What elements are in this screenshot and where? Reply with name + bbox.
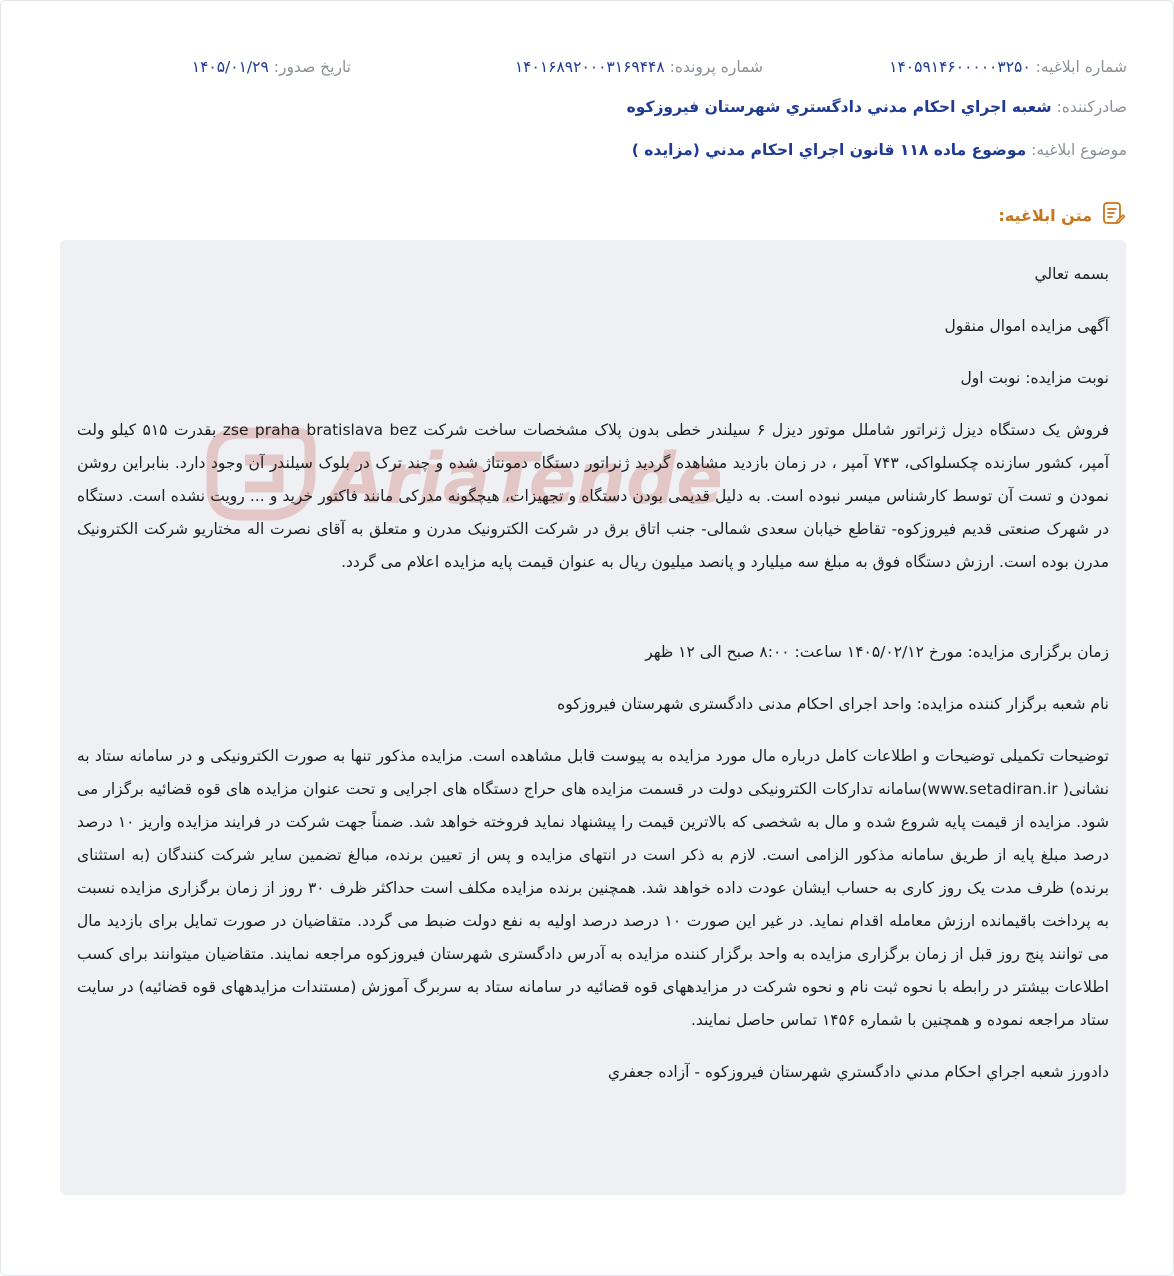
subject-row [632,141,1127,159]
body-paragraph-3: نوبت مزایده: نوبت اول [960,369,1109,387]
issuer-value: شعبه اجراي احكام مدني دادگستري شهرستان فيروزكوه [626,98,1052,116]
notice-number-value: ۱۴۰۵۹۱۴۶۰۰۰۰۰۳۲۵۰ [889,58,1031,76]
body-paragraph-4: فروش یک دستگاه دیزل ژنراتور شاملل موتور دیزل ۶ سیلندر خطی بدون پلاک مشخصات ساخت شرکت zse praha bratislava bez بقدرت ۵۱۵ کیلو ولت آمپر، کشور سازنده چکسلواکی، ۷۴۳ آمپر ، در زمان بازدید مشاهده گردید ژنراتور دستگاه دمونتاژ شده و چند ترک در بلوک سیلندر آن وجود دارد. بنابراین روشن نمودن و تست آن توسط کارشناس میسر نبوده است. به دلیل قدیمی بودن دستگاه و تجهیزات، هیچگونه مدرکی مانند فاکتور خرید و ... رویت نشده است. دستگاه در شهرک صنعتی قدیم فیروزکوه- تقاطع خیابان سعدی شمالی- جنب اتاق برق در شرکت الکترونیک مدرن و متعلق به آقای نصرت اله مختاریو شرکت الکترونیک مدرن بوده است. ارزش دستگاه فوق به مبلغ سه میلیارد و پانصد میلیون ریال به عنوان قیمت پایه مزایده اعلام می گردد. [77,421,1109,571]
section-title: متن ابلاغیه: [998,205,1092,225]
body-paragraph-1: بسمه تعالي [1034,265,1109,283]
body-paragraph-8: دادورز شعبه اجراي احكام مدني دادگستري شهرستان فيروزكوه - آزاده جعفري [607,1063,1109,1081]
notice-number [889,58,1127,76]
notice-content [77,258,1109,1108]
case-number-value: ۱۴۰۱۶۸۹۲۰۰۰۳۱۶۹۴۴۸ [514,58,665,76]
issue-date-label: تاریخ صدور: [273,58,351,76]
issue-date-value: ۱۴۰۵/۰۱/۲۹ [191,58,269,76]
body-paragraph-2: آگهی مزایده اموال منقول [944,317,1109,335]
issuer-label: صادرکننده: [1056,98,1127,116]
watermark-text: AriaTende [330,438,720,520]
issue-date [192,58,351,76]
subject-value: موضوع ماده ۱۱۸ قانون اجراي احكام مدني (مزايده ) [631,141,1027,159]
issuer-row [627,98,1127,116]
notice-body [60,240,1126,1195]
meta-row-numbers [60,58,1127,82]
notice-text-heading [998,200,1126,230]
body-paragraph-6: نام شعبه برگزار کننده مزایده: واحد اجرای احکام مدنی دادگستری شهرستان فیروزکوه [557,695,1109,713]
subject-label: موضوع ابلاغیه: [1031,141,1127,159]
body-paragraph-7: توضیحات تکمیلی توضیحات و اطلاعات کامل درباره مال مورد مزایده به پیوست قابل مشاهده است. مزایده مذکور تنها به صورت الکترونیکی و در سامانه ستاد به نشانی( www.setadiran.ir)سامانه تدارکات الکترونیکی دولت در قسمت مزایده های حراج دستگاه های اجرایی و تحت عنوان مزایده های قوه قضائیه برگزار می شود. مزایده از قیمت پایه شروع شده و مال به شخصی که بالاترین قیمت را پیشنهاد نماید فروخته خواهد شد. ضمناً جهت شرکت در فرایند مزایده واریز ۱۰ درصد درصد مبلغ پایه از طریق سامانه مذکور الزامی است. لازم به ذکر است در انتهای مزایده و پس از تعیین برنده، مبالغ تضمین سایر شرکت کنندگان (به استثنای برنده) ظرف مدت یک روز کاری به حساب ایشان عودت داده خواهد شد. همچنین برنده مزایده مکلف است حداکثر ظرف ۳۰ روز از زمان برگزاری مزایده نسبت به پرداخت باقیمانده ارزش معامله اقدام نماید. در غیر این صورت ۱۰ درصد درصد اولیه به نفع دولت ضبط می گردد. متقاضیان در صورت تمایل برای بازدید مال می توانند پنج روز قبل از زمان برگزاری مزایده به واحد برگزار کننده مزایده به آدرس دادگستری شهرستان فیروزکوه مراجعه نمایند. متقاضیان میتوانند برای کسب اطلاعات بیشتر در رابطه با نحوه ثبت نام و نحوه شرکت در مزایدههای قوه قضائیه در سامانه ستاد به سربرگ آموزش (مستندات مزایدههای قوه قضائیه) در سایت ستاد مراجعه نموده و همچنین با شماره ۱۴۵۶ تماس حاصل نمایند. [77,747,1110,1029]
document-text-icon [1100,200,1126,230]
body-paragraph-5: زمان برگزاری مزایده: مورخ ۱۴۰۵/۰۲/۱۲ ساعت: ۸:۰۰ صبح الی ۱۲ ظهر [645,643,1109,661]
case-number [515,58,763,76]
case-number-label: شماره پرونده: [669,58,763,76]
notice-number-label: شماره ابلاغیه: [1035,58,1127,76]
